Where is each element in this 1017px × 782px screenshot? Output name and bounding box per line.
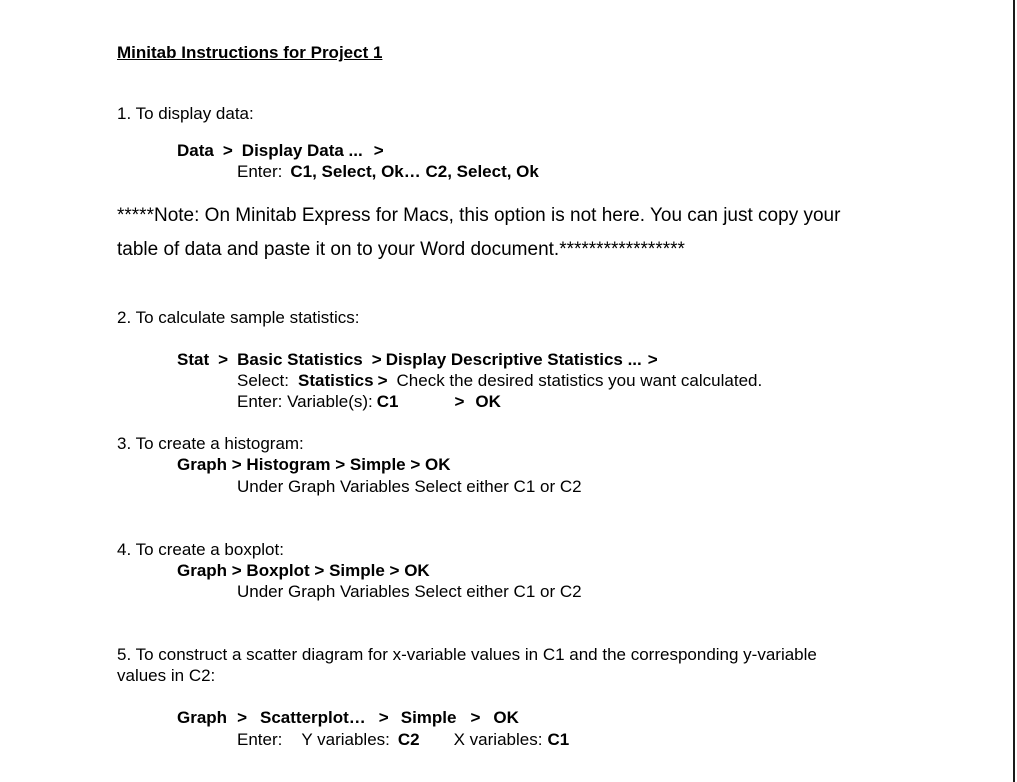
- y-variables-value: C2: [397, 730, 420, 749]
- section-4-heading: 4. To create a boxplot:: [117, 540, 284, 559]
- x-variables-value: C1: [547, 730, 570, 749]
- menu-stat: Stat: [177, 350, 210, 369]
- arrow: >: [222, 141, 233, 160]
- enter-value: C1, Select, Ok… C2, Select, Ok: [290, 162, 539, 181]
- section-5-enter: [237, 730, 569, 750]
- arrow: >: [237, 708, 247, 727]
- arrow: >: [378, 708, 389, 727]
- enter-label: Enter:: [237, 730, 283, 749]
- section-5-heading-line-1: 5. To construct a scatter diagram for x-variable values in C1 and the corresponding y-variable: [117, 645, 817, 664]
- menu-display-data: Display Data ...: [241, 141, 363, 160]
- y-variables-label: Y variables:: [301, 730, 390, 749]
- note-line-1: *****Note: On Minitab Express for Macs, this option is not here. You can just copy your: [117, 205, 841, 226]
- arrow: >: [218, 350, 229, 369]
- section-2-heading: 2. To calculate sample statistics:: [117, 308, 360, 327]
- menu-simple: Simple: [400, 708, 457, 727]
- section-1-menu-path: [177, 141, 384, 161]
- x-variables-label: X variables:: [453, 730, 543, 749]
- page-title: Minitab Instructions for Project 1: [117, 43, 383, 62]
- section-5-heading-line-2: values in C2:: [117, 666, 216, 685]
- section-1-enter: [237, 162, 539, 182]
- arrow: >: [454, 392, 465, 411]
- section-2-menu-path: [177, 350, 658, 370]
- menu-basic-statistics: Basic Statistics: [237, 350, 363, 369]
- section-3-sub: Under Graph Variables Select either C1 or C2: [237, 477, 582, 496]
- arrow: >: [647, 350, 658, 369]
- arrow: >: [371, 350, 382, 369]
- section-2-select: [237, 371, 762, 391]
- ok-text: OK: [493, 708, 519, 727]
- section-5-menu-path: [177, 708, 519, 728]
- enter-label: Enter:: [237, 162, 283, 181]
- section-4-menu-path: Graph > Boxplot > Simple > OK: [177, 561, 430, 580]
- page-edge-border: [1013, 0, 1015, 782]
- section-2-enter: [237, 392, 501, 412]
- section-1-heading: 1. To display data:: [117, 104, 254, 123]
- note-line-2: table of data and paste it on to your Word document.*****************: [117, 239, 685, 260]
- menu-graph: Graph: [177, 708, 228, 727]
- select-statistics: Statistics: [297, 371, 374, 390]
- menu-scatterplot: Scatterplot…: [260, 708, 366, 727]
- menu-display-descriptive-statistics: Display Descriptive Statistics ...: [385, 350, 642, 369]
- section-3-heading: 3. To create a histogram:: [117, 434, 304, 453]
- arrow: >: [377, 371, 388, 390]
- menu-data: Data: [177, 141, 214, 160]
- section-3-menu-path: Graph > Histogram > Simple > OK: [177, 455, 451, 474]
- arrow: >: [470, 708, 481, 727]
- select-description: Check the desired statistics you want calculated.: [396, 371, 763, 390]
- enter-variable-value: C1: [376, 392, 399, 411]
- ok-text: OK: [475, 392, 501, 411]
- enter-label: Enter: Variable(s):: [237, 392, 373, 411]
- arrow: >: [373, 141, 384, 160]
- section-4-sub: Under Graph Variables Select either C1 or C2: [237, 582, 582, 601]
- select-label: Select:: [237, 371, 289, 390]
